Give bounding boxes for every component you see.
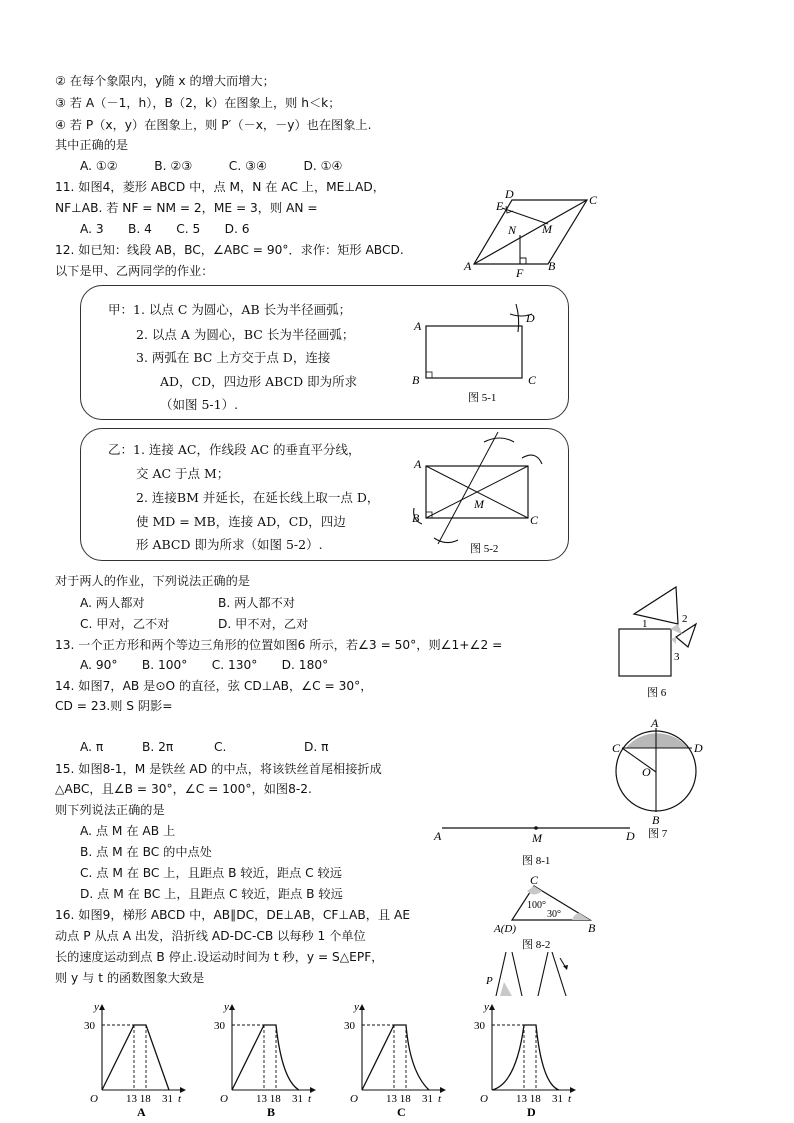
svg-text:B: B: [588, 921, 596, 935]
svg-text:M: M: [542, 222, 552, 236]
svg-text:C: C: [589, 193, 598, 207]
line-statement-4: ④ 若 P（x，y）在图象上，则 P′（－x，－y）也在图象上.: [55, 118, 372, 132]
svg-text:y: y: [224, 1001, 229, 1013]
q12-question: 对于两人的作业，下列说法正确的是: [55, 574, 250, 588]
figure-8-2: [490, 872, 600, 952]
figure-5-1: [410, 300, 550, 410]
line-statement-3: ③ 若 A（－1，h），B（2，k）在图象上，则 h＜k；: [55, 96, 341, 110]
q14-text-1: 14. 如图7，AB 是⊙O 的直径，弦 CD⊥AB，∠C = 30°，: [55, 679, 373, 693]
line-which-correct: 其中正确的是: [55, 138, 129, 152]
svg-text:B: B: [412, 373, 420, 387]
svg-text:31: 31: [422, 1093, 433, 1105]
svg-text:O: O: [90, 1093, 98, 1105]
svg-text:A: A: [434, 829, 442, 843]
q14-option-d: D. π: [304, 740, 329, 754]
q11-text-1: 11. 如图4，菱形 ABCD 中，点 M，N 在 AC 上，ME⊥AD，: [55, 180, 385, 194]
svg-text:C: C: [530, 513, 539, 527]
q15-option-a: A. 点 M 在 AB 上: [80, 824, 176, 838]
yi-step-1: 乙：1. 连接 AC，作线段 AC 的垂直平分线，: [108, 442, 361, 457]
q14-option-b: B. 2π: [142, 740, 174, 754]
q16-text-4: 则 y 与 t 的函数图象大致是: [55, 971, 205, 985]
svg-text:O: O: [220, 1093, 228, 1105]
q12-option-a: A. 两人都对: [80, 596, 145, 610]
q15-text-1: 15. 如图8-1，M 是铁丝 AD 的中点，将该铁丝首尾相接折成: [55, 762, 382, 776]
q13-text: 13. 一个正方形和两个等边三角形的位置如图6 所示，若∠3 = 50°，则∠1+∠2 =: [55, 638, 503, 652]
svg-text:N: N: [508, 223, 517, 237]
graph-option-c: [342, 1000, 448, 1118]
svg-text:t: t: [438, 1093, 442, 1105]
svg-text:D: D: [694, 741, 703, 755]
graph-option-d: [472, 1000, 578, 1118]
svg-text:D: D: [626, 829, 635, 843]
svg-text:13 18: 13 18: [516, 1093, 541, 1105]
q13-options: A. 90° B. 100° C. 130° D. 180°: [80, 658, 329, 672]
svg-text:A: A: [464, 259, 472, 273]
svg-text:O: O: [350, 1093, 358, 1105]
jia-step-2: 2. 以点 A 为圆心，BC 长为半径画弧；: [136, 327, 355, 342]
svg-text:C: C: [528, 373, 537, 387]
yi-step-3: 2. 连接BM 并延长，在延长线上取一点 D，: [136, 490, 380, 505]
jia-step-3: 3. 两弧在 BC 上方交于点 D，连接: [136, 350, 331, 365]
q11-text-2: NF⊥AB. 若 NF = NM = 2，ME = 3，则 AN =: [55, 201, 318, 215]
q16-text-3: 长的速度运动到点 B 停止.设运动时间为 t 秒，y = S△EPF，: [55, 950, 384, 964]
fig-6-caption: 图 6: [647, 687, 667, 699]
yi-step-5: 形 ABCD 即为所求（如图 5-2）.: [136, 537, 323, 552]
svg-text:y: y: [94, 1001, 99, 1013]
svg-text:30: 30: [214, 1020, 225, 1032]
q14-option-a: A. π: [80, 740, 104, 754]
fig-5-2-caption: 图 5-2: [470, 543, 499, 555]
q15-option-c: C. 点 M 在 BC 上，且距点 B 较近，距点 C 较远: [80, 866, 342, 880]
figure-5-2: [410, 428, 560, 558]
fig-8-1-caption: 图 8-1: [522, 855, 551, 867]
svg-text:B: B: [267, 1105, 276, 1118]
q12-option-c: C. 甲对，乙不对: [80, 617, 170, 631]
svg-text:C: C: [612, 741, 621, 755]
svg-text:y: y: [484, 1001, 489, 1013]
svg-text:y: y: [354, 1001, 359, 1013]
graph-option-b: [212, 1000, 318, 1118]
q12-option-d: D. 甲不对，乙对: [218, 617, 309, 631]
svg-text:C: C: [397, 1105, 406, 1118]
svg-text:13 18: 13 18: [386, 1093, 411, 1105]
svg-text:2: 2: [682, 613, 688, 625]
angle-100-label: 100°: [527, 900, 546, 911]
fig-8-2-caption: 图 8-2: [522, 939, 551, 951]
q10-options: A. ①② B. ②③ C. ③④ D. ①④: [80, 159, 343, 173]
svg-text:F: F: [516, 266, 524, 280]
figure-6: [612, 584, 712, 704]
svg-text:t: t: [308, 1093, 312, 1105]
fig-5-1-caption: 图 5-1: [468, 392, 497, 404]
q14-option-c: C.: [214, 740, 227, 754]
svg-text:30: 30: [474, 1020, 485, 1032]
svg-text:A: A: [651, 716, 659, 730]
svg-text:A: A: [414, 319, 422, 333]
q15-text-3: 则下列说法正确的是: [55, 803, 165, 817]
q12-option-b: B. 两人都不对: [218, 596, 296, 610]
svg-text:C: C: [530, 873, 539, 887]
q15-option-b: B. 点 M 在 BC 的中点处: [80, 845, 212, 859]
q11-options: A. 3 B. 4 C. 5 D. 6: [80, 222, 250, 236]
q15-option-d: D. 点 M 在 BC 上，且距点 C 较近，距点 B 较远: [80, 887, 343, 901]
yi-step-2: 交 AC 于点 M；: [136, 466, 230, 481]
svg-text:O: O: [480, 1093, 488, 1105]
jia-step-5: （如图 5-1）.: [160, 397, 239, 412]
svg-text:A: A: [414, 457, 422, 471]
svg-text:31: 31: [162, 1093, 173, 1105]
svg-text:t: t: [178, 1093, 182, 1105]
svg-text:31: 31: [292, 1093, 303, 1105]
line-statement-2: ② 在每个象限内，y随 x 的增大而增大；: [55, 74, 275, 88]
svg-text:A: A: [137, 1105, 146, 1118]
jia-step-4: AD，CD，四边形 ABCD 即为所求: [160, 374, 358, 389]
svg-text:M: M: [474, 497, 484, 511]
q14-text-2: CD = 23.则 S 阴影=: [55, 699, 173, 713]
svg-text:B: B: [652, 813, 660, 827]
svg-text:3: 3: [674, 651, 680, 663]
svg-text:13 18: 13 18: [256, 1093, 281, 1105]
svg-text:B: B: [412, 511, 420, 525]
svg-text:30: 30: [84, 1020, 95, 1032]
svg-text:O: O: [642, 765, 651, 779]
rhombus-figure-4: [462, 186, 602, 282]
yi-step-4: 使 MD = MB，连接 AD，CD，四边: [136, 514, 346, 529]
angle-30-label: 30°: [547, 909, 561, 920]
jia-step-1: 甲：1. 以点 C 为圆心，AB 长为半径画弧；: [108, 302, 352, 317]
svg-text:D: D: [505, 187, 514, 201]
svg-text:31: 31: [552, 1093, 563, 1105]
q16-text-1: 16. 如图9，梯形 ABCD 中，AB∥DC，DE⊥AB，CF⊥AB，且 AE: [55, 908, 411, 922]
svg-text:E: E: [496, 199, 504, 213]
svg-text:1: 1: [642, 618, 648, 630]
svg-text:B: B: [548, 259, 556, 273]
fig-7-caption: 图 7: [648, 828, 668, 840]
svg-text:13 18: 13 18: [126, 1093, 151, 1105]
svg-text:D: D: [526, 311, 535, 325]
svg-text:30: 30: [344, 1020, 355, 1032]
svg-text:t: t: [568, 1093, 572, 1105]
q16-text-2: 动点 P 从点 A 出发，沿折线 AD-DC-CB 以每秒 1 个单位: [55, 929, 366, 943]
figure-8-1: [430, 818, 640, 870]
q12-text-1: 12. 如已知：线段 AB，BC，∠ABC = 90°．求作：矩形 ABCD.: [55, 243, 404, 257]
svg-text:A(D): A(D): [494, 923, 516, 935]
graph-option-a: [82, 1000, 188, 1118]
svg-text:M: M: [532, 831, 542, 845]
q15-text-2: △ABC，且∠B = 30°，∠C = 100°，如图8-2.: [55, 782, 312, 796]
figure-9-partial: [482, 952, 582, 998]
svg-text:P: P: [486, 975, 493, 987]
svg-text:D: D: [527, 1105, 536, 1118]
q12-text-2: 以下是甲、乙两同学的作业：: [55, 264, 214, 278]
